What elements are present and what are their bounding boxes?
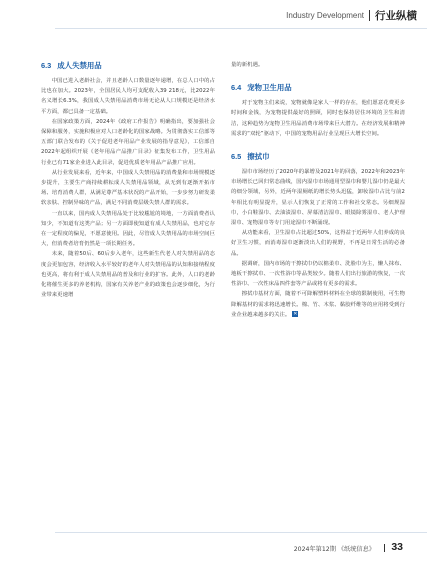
- paragraph: 据调研，国内市场的干擦拭巾仍以棉柔巾、洗脸巾为主，懒人抹布、地板干擦拭巾、一次性浴巾等品类较少。随着人们出行旅游的恢复，一次性浴巾、一次性床品四件套等产品或将有更多的需求。: [231, 260, 405, 288]
- section-number: 6.3: [41, 61, 52, 70]
- paragraph: 中国已进入老龄社会，并且老龄人口数量逐年递增，在总人口中的占比也在加大。2023年，全国居民人均可支配收入39 218元，比2022年名义增长6.3%，我国成人失禁用品消费市场无论从人口规模还是经济水平方面，都已具备一定基础。: [41, 78, 215, 115]
- paragraph-continuation: 量的新机遇。: [231, 62, 264, 68]
- paragraph: 从功能来看，卫生湿巾占比超过50%，这得益于近两年人们养成的良好卫生习惯，而消毒湿巾逐渐淡出人们的视野，不再是日常生活的必备品。: [231, 230, 405, 257]
- footer-issue: 2024年第12期 《纸统信息》: [293, 546, 375, 553]
- header-section-label: [286, 8, 417, 23]
- header-divider: [369, 10, 370, 21]
- header-section-cn: 行业纵横: [375, 10, 417, 22]
- paragraph: 从行业发展来看，近年来，中国成人失禁用品的消费量和市场规模逐步提升，主要生产商持续耕耘成人失禁用品领域，从无到有逐渐开拓市场、培育消费人群，从满足尊严基本状况的产品开始，一步步努力研发柔软亲肤、控制异味的产品，满足不同消费层级失禁人群的需求。: [41, 169, 215, 207]
- page-number: 33: [391, 541, 403, 553]
- section-heading-6-4: [231, 82, 405, 93]
- paragraph: 一直以来，国内成人失禁用品处于比较尴尬的境地，一方面消费者认知少，不知道有这类产品；另一方面即使知道有成人失禁用品，也对它存在一定程度的偏见，不愿意使用。因此，尽管成人失禁用品的市场空间巨大，但消费者培育仍然是一项长期任务。: [41, 210, 215, 248]
- footer-rule: [55, 532, 427, 533]
- paragraph-text: 擦拭巾基材方面，随着不可降解塑料材料在全球的限制使用，可生物降解基材的需求将迅速增长。棉、竹、木浆、黏胶纤维等的应用将受到行业企业越来越多的关注。: [231, 291, 405, 318]
- section-title: 宠物卫生用品: [247, 83, 292, 93]
- paragraph: 对于宠物主们来说，宠物就像是家人一样的存在，他们愿意花费更多时间和金钱，为宠物提供最好的照顾，同时也保持居住环境的卫生和清洁，这种趋势为宠物卫生用品消费市场带来巨大潜力。在经济发展和精神需求的“双轮”驱动下，中国的宠物用品行业呈现巨大增长空间。: [231, 100, 405, 137]
- header-section-en: Industry Development: [286, 11, 364, 20]
- page-footer: [0, 529, 427, 579]
- paragraph: 在国家政策方面，2024年《政府工作报告》明确指出，要加强社会保障和服务，实施积极应对人口老龄化的国家战略。为贯彻落实工信部等五部门联合发布的《关于促进老年用品产业发展的指导意见》，工信部自2022年起组织开展《老年用品产品推广目录》征集发布工作，卫生用品行业已有71家企业进入此目录，促进优质老年用品产品推广应用。: [41, 118, 215, 166]
- article-end-mark-icon: ✕: [293, 311, 298, 318]
- paragraph: 湿巾市场经历了2020年的暴增及2021年的回落，2022年和2023年市场增长已回归常态曲线，国内湿巾市场通用型湿巾和婴儿湿巾仍是最大的细分领域，另外，近两年湿厕纸的增长势头迅猛，卸妆湿巾占比与前2年相比有明显提升，显示人们恢复了正常的工作和社交常态。另细规湿巾，小白鞋湿巾、去油渍湿巾、屏幕清洁湿巾、眼镜除雾湿巾、老人护理湿巾、宠物湿巾等专门用途湿巾不断涌现。: [231, 169, 405, 227]
- footer-divider: [384, 544, 385, 552]
- paragraph: 未来，随着50后、60后步入老年，这些新生代老人对失禁用品的态度会更加包容，经济收入水平较好的老年人对失禁用品的认知和接纳程度也更高，将有利于成人失禁用品的普及和行业的扩容。此外，人口的老龄化将催生更多的养老机构，国家有关养老产业的政策也会逐步细化，为行业带来更速增: [41, 251, 215, 299]
- page-header: [0, 0, 427, 34]
- section-heading-6-3: [41, 60, 215, 71]
- section-number: 6.5: [231, 152, 242, 162]
- section-title: 成人失禁用品: [57, 61, 102, 70]
- header-rule: [55, 28, 427, 29]
- paragraph-final: [231, 289, 405, 320]
- right-column: [231, 60, 405, 320]
- section-heading-6-5: [231, 151, 405, 162]
- left-column: [41, 60, 215, 300]
- section-number: 6.4: [231, 83, 242, 93]
- section-title: 擦拭巾: [247, 152, 270, 162]
